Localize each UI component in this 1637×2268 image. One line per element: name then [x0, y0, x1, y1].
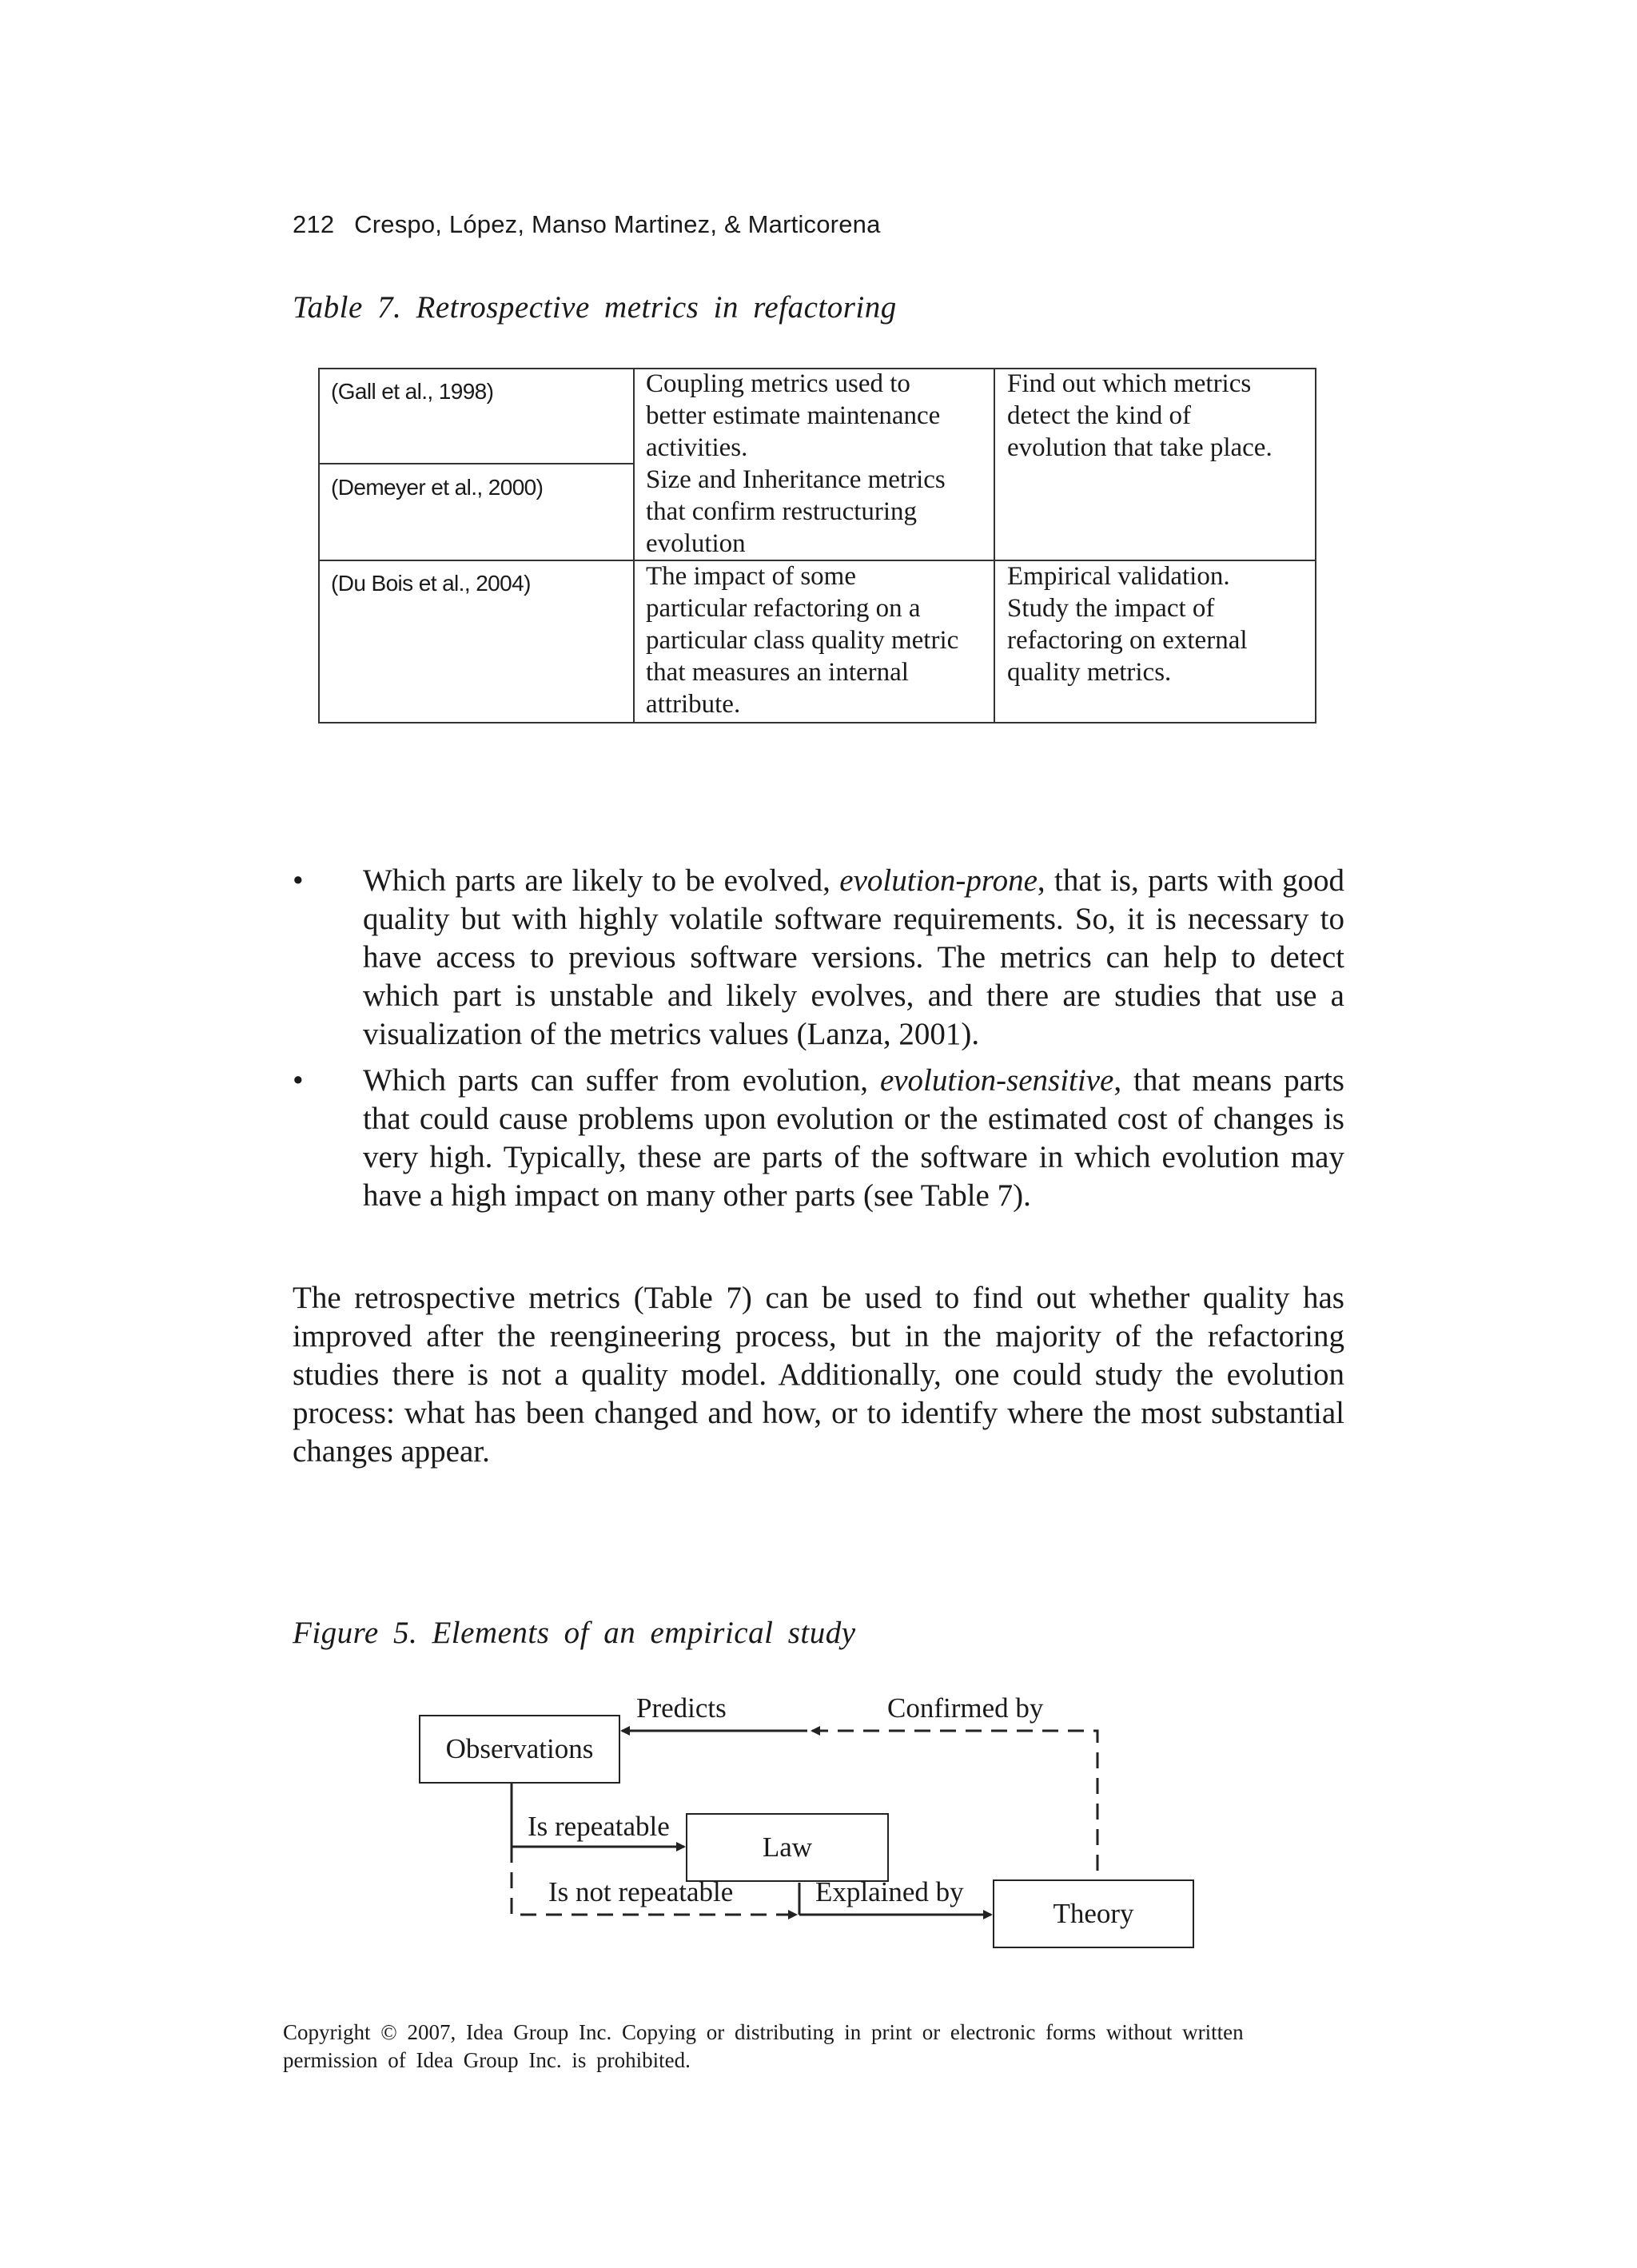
bullet-emphasis: evolution-prone: [839, 863, 1038, 898]
table-cell-line: quality metrics.: [1007, 658, 1172, 687]
bullet-item: [293, 862, 1344, 1054]
theory-node: Theory: [993, 1879, 1194, 1948]
table-cell-line: evolution that take place.: [1007, 433, 1273, 462]
table-cell-line: Find out which metrics: [1007, 369, 1252, 398]
table-border-right: [1315, 368, 1316, 723]
explained-by-label: Explained by: [815, 1876, 964, 1907]
copyright-notice: [283, 2019, 1330, 2075]
table-border-bottom: [318, 722, 1316, 723]
table-cell-line: particular refactoring on a: [646, 594, 921, 623]
observations-node: Observations: [419, 1715, 620, 1784]
bullet-marker: •: [293, 863, 304, 898]
copyright-line: permission of Idea Group Inc. is prohibited.: [283, 2048, 691, 2072]
figure-caption: Figure 5. Elements of an empirical study: [293, 1616, 856, 1650]
table-goal-cell: [1007, 560, 1248, 688]
table-cell-line: that confirm restructuring: [646, 497, 918, 526]
is-repeatable-label: Is repeatable: [528, 1811, 670, 1842]
table-col-divider-1: [633, 368, 635, 723]
bullet-text: , that means parts that could cause problems upon evolution or the estimated cost of changes is very high. Typically, these are parts of the software in which evolution may have a high impact on many other parts (see Table 7).: [363, 1063, 1344, 1213]
bullet-item: [293, 1062, 1344, 1215]
predicts-label: Predicts: [636, 1692, 727, 1724]
copyright-line: Copyright © 2007, Idea Group Inc. Copying or distributing in print or electronic forms without written: [283, 2020, 1244, 2044]
table-cell-line: activities.: [646, 433, 748, 462]
bullet-text: Which parts are likely to be evolved,: [363, 863, 840, 898]
table-cell-line: refactoring on external: [1007, 626, 1248, 655]
table-cell-line: Coupling metrics used to: [646, 369, 910, 398]
table-metrics-cell: [646, 464, 946, 560]
bullet-marker: •: [293, 1063, 304, 1098]
running-head: [293, 210, 881, 239]
table-metrics-cell: [646, 560, 958, 720]
running-head-authors: Crespo, López, Manso Martinez, & Marticorena: [354, 210, 881, 238]
table-border-left: [318, 368, 320, 723]
table-reference-cell: (Gall et al., 1998): [331, 379, 494, 404]
metrics-table: [318, 368, 1316, 723]
table-row-divider-1: [318, 463, 635, 464]
table-cell-line: Empirical validation.: [1007, 562, 1230, 591]
table-cell-line: particular class quality metric: [646, 626, 959, 655]
is-not-repeatable-label: Is not repeatable: [548, 1876, 734, 1907]
table-reference-cell: (Demeyer et al., 2000): [331, 475, 544, 500]
table-cell-line: evolution: [646, 529, 746, 558]
confirmed-by-label: Confirmed by: [887, 1692, 1044, 1724]
bullet-text: Which parts can suffer from evolution,: [363, 1063, 880, 1098]
bullet-list: [293, 862, 1344, 1223]
law-node: Law: [686, 1813, 889, 1882]
table-cell-line: better estimate maintenance: [646, 401, 941, 430]
table-col-divider-2: [994, 368, 995, 723]
bullet-emphasis: evolution-sensitive: [879, 1063, 1114, 1098]
table-cell-line: attribute.: [646, 690, 741, 719]
table-reference-cell: (Du Bois et al., 2004): [331, 571, 531, 596]
table-cell-line: that measures an internal: [646, 658, 909, 687]
table-cell-line: detect the kind of: [1007, 401, 1192, 430]
bullet-text: , that is, parts with good quality but with highly volatile software requirements. So, it is necessary to have access to previous software versions. The metrics can help to detect which part is unstable and likely evolves, and there are studies that use a visualization of the metrics values (Lanza, 2001).: [363, 863, 1345, 1051]
table-metrics-cell: [646, 368, 940, 464]
table-cell-line: Study the impact of: [1007, 594, 1215, 623]
body-paragraph: The retrospective metrics (Table 7) can be used to find out whether quality has improved after the reengineering process, but in the majority of the refactoring studies there is not a quality model. Additionally, one could study the evolution process: what has been changed and how, or to identify where the most substantial changes appear.: [293, 1281, 1344, 1469]
table-cell-line: The impact of some: [646, 562, 857, 591]
page-number: 212: [293, 210, 335, 238]
table-caption: Table 7. Retrospective metrics in refactoring: [293, 290, 897, 325]
table-goal-cell: [1007, 368, 1273, 464]
table-cell-line: Size and Inheritance metrics: [646, 465, 946, 494]
